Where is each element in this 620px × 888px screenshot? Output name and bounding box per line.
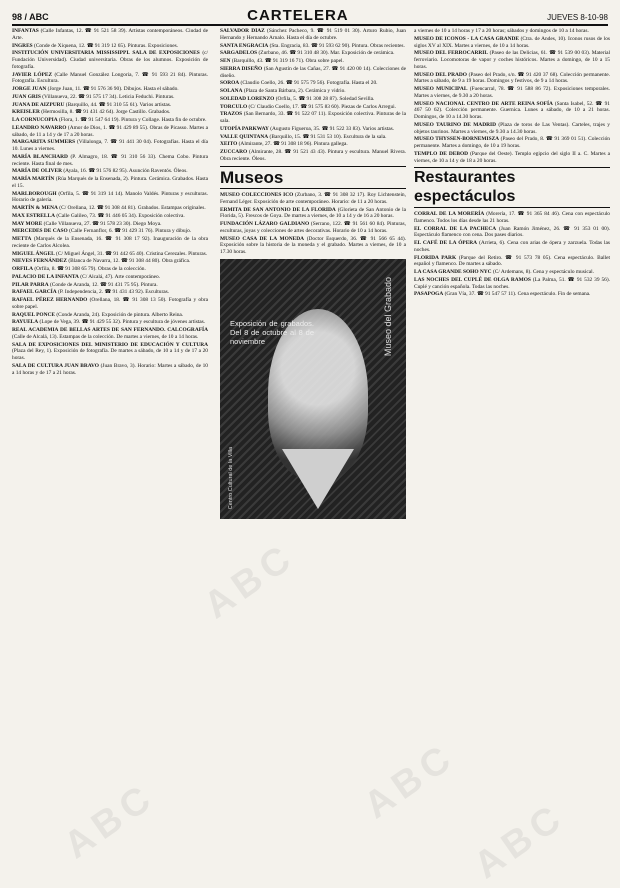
listing-details: (La Palma, 51. ☎ 91 532 39 56). Cuplé y canción española. Todas las noches. [414, 276, 610, 290]
listing-entry [12, 154, 208, 168]
listing-entry [414, 226, 610, 240]
listing-details: (Arrieta, 6). Cena con arias de ópera y zarzuela. Todas las noches. [414, 240, 610, 253]
listing-details: (Morería, 17. ☎ 91 365 84 46). Cena con espectáculo flamenco. Todos los días desde las 21 horas. [414, 211, 610, 224]
listing-name: MARÍA BLANCHARD [12, 153, 68, 160]
listing-name: MUSEO CASA DE LA MONEDA [220, 235, 305, 242]
listing-name: RAQUEL PONCE [12, 311, 55, 318]
listing-entry [220, 134, 406, 141]
listing-details: (Barquillo, 43. ☎ 91 319 16 71). Obra sobre papel. [231, 58, 344, 64]
listing-name: TEMPLO DE DEBOD [414, 150, 469, 157]
section-title: CARTELERA [247, 7, 349, 24]
listing-details: (Barquillo, 44. ☎ 91 310 55 61). Varios artistas. [65, 101, 172, 108]
listing-name: INGRES [12, 42, 33, 49]
listing-entry [220, 50, 406, 57]
listing-details: (Gran Vía, 37. ☎ 91 547 57 11). Cena espectáculo. Fin de semana. [444, 291, 591, 298]
listing-name: MUSEO COLECCIONES ICO [220, 192, 294, 199]
listing-name: LAS NOCHES DEL CUPLÉ DE OLGA RAMOS [414, 276, 531, 283]
page-number: 98 / ABC [12, 12, 49, 22]
listing-details: (Paseo de las Delicias, 61. ☎ 91 539 00 03). Material ferroviario. Locomotoras de vapor y coches históricos. Martes a domingo, de 10 a 15 horas. [414, 50, 610, 70]
listing-entry [220, 192, 406, 206]
listing-details: (Flora, 1. ☎ 91 547 64 19). Pintura y Collage. Hasta fin de octubre. [59, 117, 207, 123]
listing-entry [414, 269, 610, 276]
listing-name: MUSEO TAURINO DE MADRID [414, 121, 496, 128]
listing-details: (Fuencarral, 78. ☎ 91 588 86 72). Exposiciones temporales. Martes a viernes, de 9.30 a 20 horas. [414, 86, 610, 99]
listing-name: MUSEO DEL FERROCARRIL [414, 50, 488, 57]
listing-name: PASAPOGA [414, 291, 444, 298]
listing-entry [12, 28, 208, 42]
listing-details: (Villalonga, 7. ☎ 91 441 30 04). Fotografías. Hasta el día 10. Lunes a viernes. [12, 139, 208, 152]
listing-name: SANTA ENGRACIA [220, 42, 269, 49]
watermark-logo: ABC [56, 775, 164, 868]
listing-name: MARLBOROUGH [12, 190, 57, 197]
listing-details: (Parque del Retiro. ☎ 91 573 78 05). Cena espectáculo. Ballet español y flamenco. De martes a sábado. [414, 254, 610, 268]
listing-details: (Serrano, 122. ☎ 91 561 60 84). Pinturas, esculturas, joyas y colecciones de artes decorativas. Horario de 10 a 14 horas. [220, 221, 406, 234]
listing-details: (C/ Orellana, 12. ☎ 91 308 44 81). Grabados. Estampas originales. [59, 205, 206, 211]
listing-entry [12, 236, 208, 250]
listing-entry [12, 297, 208, 311]
listing-details: (Zurbano, 46. ☎ 91 310 48 30). Mar. Exposición de cerámica. [258, 50, 395, 57]
listing-entry [220, 43, 406, 50]
listing-details: (c/ Fundación Universidad). Ciudad universitaria. Obras de los alumnos. Exposición de fotografía. [12, 50, 208, 70]
listing-details: (P. Independencia, 2. ☎ 91 431 43 92). Esculturas. [58, 289, 170, 296]
listing-entry [12, 251, 208, 258]
listing-details: (Zurbano, 3. ☎ 91 308 32 17). Roy Lichtenstein, Fernand Léger. Exposición de arte contemporáneo. Horario: de 11 a 20 horas. [220, 192, 406, 205]
listing-name: LA CASA GRANDE SOHO NYC [414, 269, 492, 276]
listings-column-3 [414, 28, 610, 872]
listings-column-2 [220, 28, 406, 872]
listing-name: SALA DE EXPOSICIONES DEL MINISTERIO DE EDUCACIÓN Y CULTURA [12, 341, 208, 348]
listing-name: KREISLER [12, 109, 40, 116]
listing-details: (Lope de Vega, 39. ☎ 91 429 55 32). Pintura y escultura de jóvenes artistas. [39, 319, 206, 326]
listing-name: VALLE QUINTANA [220, 133, 269, 140]
listing-details: (Glorieta de San Antonio de la Florida, 5). Frescos de Goya. De martes a viernes, de 10 a 14 y de 16 a 20 horas. [220, 206, 406, 220]
page-header [12, 6, 608, 26]
advertisement-image [220, 259, 406, 519]
listing-entry [12, 228, 208, 235]
listing-entry [414, 122, 610, 136]
listing-name: REAL ACADEMIA DE BELLAS ARTES DE SAN FERNANDO. CALCOGRAFÍA [12, 327, 208, 333]
listing-details: (Juan Bravo, 3). Horario: Martes a sábado, de 10 a 14 horas y de 17 a 21 horas. [12, 362, 208, 376]
listing-entry [414, 211, 610, 225]
listing-details: (Hermosilla, 8. ☎ 91 431 42 64). Jorge Castillo. Grabados. [41, 109, 171, 116]
listing-entry [220, 96, 406, 103]
listing-entry [12, 258, 208, 265]
listing-details: (Calle Galileo, 73. ☎ 91 446 05 34). Exposición colectiva. [56, 212, 185, 219]
listing-name: MUSEO DEL PRADO [414, 71, 467, 78]
listing-details: (Calle Fernanflor, 6. ☎ 91 429 31 76). Pintura y dibujo. [69, 228, 192, 235]
listing-details: (Almirante, 28. ☎ 91 521 43 43). Pintura y escultura. Manuel Rivera. Obra reciente. Óleos. [220, 149, 406, 162]
listing-details: (Conde de Xiquena, 12. ☎ 91 319 12 65). Pinturas. Exposiciones. [34, 42, 179, 49]
listing-details: (Sta. Engracia, 83. ☎ 91 593 62 90). Pintura. Obras recientes. [269, 42, 405, 49]
listing-entry [414, 136, 610, 150]
listing-entry [12, 282, 208, 289]
listing-name: SOLANA [220, 88, 243, 94]
listing-name: MUSEO THYSSEN-BORNEMISZA [414, 136, 500, 143]
listing-details: (Ctra. de Andes, 10). Iconos rusos de los siglos XV al XIX. Martes a viernes, de 10 a 14 horas. [414, 35, 610, 49]
listing-entry [12, 327, 208, 341]
listing-entry [220, 207, 406, 221]
listing-details: (Calle Manuel González Longoria, 7. ☎ 91 593 21 84). Pinturas. Fotografía. Escultura. [12, 71, 208, 85]
listings-column-1 [12, 28, 208, 872]
listing-entry [12, 342, 208, 362]
listing-details: (Calle Villanueva, 27. ☎ 91 578 23 30). Diego Moya. [43, 220, 162, 227]
listing-entry [220, 111, 406, 125]
listing-entry [220, 66, 406, 80]
listing-details: (Orfila, 5. ☎ 91 308 28 87). Soledad Sevilla. [275, 95, 375, 102]
listing-details: (Marqués de la Ensenada, 16. ☎ 91 308 17 92). Inauguración de la obra reciente de Carlos Alcolea. [12, 236, 208, 249]
listing-entry [12, 363, 208, 377]
listing-details: (Barquillo, 15. ☎ 91 531 53 10). Escultura de la sala. [269, 133, 387, 140]
listing-details: (Conde de Aranda, 12. ☎ 91 431 75 95). Pintura. [49, 281, 158, 288]
listing-entry [220, 58, 406, 65]
listing-entry [414, 151, 610, 165]
listing-entry [12, 312, 208, 319]
listing-entry [220, 149, 406, 163]
listing-details: (San Bernardo, 33. ☎ 91 522 07 11). Exposición colectiva. Pinturas de la sala. [220, 111, 406, 124]
ad-side-title: Museo del Grabado [383, 276, 394, 356]
listing-name: RAFAEL PÉREZ HERNANDO [12, 297, 88, 303]
listing-name: CORRAL DE LA MORERÍA [414, 211, 485, 218]
listing-details: (Plaza de Santa Bárbara, 2). Cerámica y vidrio. [243, 88, 346, 94]
listing-entry [12, 43, 208, 50]
listing-entry [12, 168, 208, 175]
listing-name: SOROA [220, 80, 240, 87]
listing-name: INFANTAS [12, 28, 39, 34]
listing-entry [414, 86, 610, 100]
listing-entry [12, 94, 208, 101]
listing-name: FLORIDA PARK [414, 254, 457, 261]
listing-name: JUANA DE AIZPURU [12, 101, 65, 108]
listing-entry [220, 141, 406, 148]
ad-caption: Exposición de grabados. Del 8 de octubre al 8 de noviembre [230, 318, 314, 346]
listing-entry [12, 102, 208, 109]
listing-details: (Santa Isabel, 52. ☎ 91 467 50 62). Colección permanente. Guernica. Lunes a sábado, de 10 a 21 horas. Domingos, de 10 a 14.30 horas. [414, 100, 610, 120]
ad-footer-text: Centro Cultural de la Villa [228, 446, 234, 509]
listing-name: JAVIER LÓPEZ [12, 71, 53, 78]
listing-name: TORCULO [220, 103, 248, 110]
listing-entry [12, 176, 208, 190]
listing-entry [12, 191, 208, 205]
listing-details: (Orellana, 18. ☎ 91 308 13 50). Fotografía y obra sobre papel. [12, 297, 208, 310]
listing-name: MIGUEL ÁNGEL [12, 250, 55, 257]
listing-entry [414, 28, 610, 35]
listing-name: ORFILA [12, 266, 33, 272]
listing-details: (P. Almagro, 18. ☎ 91 310 56 33). Chema Cobo. Pintura reciente. Hasta final de mes. [12, 153, 208, 167]
listing-name: LEANDRO NAVARRO [12, 124, 67, 131]
listing-name: MUSEO DE ICONOS - LA CASA GRANDE [414, 35, 519, 42]
listing-details: (Paseo del Prado, s/n. ☎ 91 420 37 68). Colección permanente. Martes a sábado, de 9 a 19 horas. Domingos y festivos, de 9 a 14 horas. [414, 71, 610, 85]
listing-name: METTA [12, 236, 32, 242]
listing-details: (Sánchez Pacheco, 9. ☎ 91 519 01 30). Arturo Rubio, Juan Hernando y Hernando Arnalo. Hasta el día de octubre. [220, 28, 406, 41]
listing-name: SEN [220, 58, 231, 64]
listing-entry [220, 126, 406, 133]
listing-name: JORGE JUAN [12, 86, 47, 92]
listing-name: XEITO [220, 141, 238, 148]
listing-entry [220, 28, 406, 42]
listing-name: RAFAEL GARCÍA [12, 289, 57, 296]
listing-details: (Conde Aranda, 24). Exposición de pintura. Alberto Reina. [56, 311, 184, 318]
listing-entry [414, 36, 610, 50]
listing-entry [12, 86, 208, 93]
listing-entry [414, 291, 610, 298]
listing-details: (Claudio Coello, 26. ☎ 91 575 79 56). Fotografía. Hasta el 20. [240, 80, 378, 87]
listing-entry [414, 101, 610, 121]
listing-details: (Plaza del Rey, 1). Exposición de fotografía. De martes a sábado, de 10 a 14 y de 17 a 20 horas. [12, 348, 208, 361]
listing-details: (Plaza de toros de Las Ventas). Carteles, trajes y objetos taurinos. Martes a viernes, de 9.30 a 14.30 horas. [414, 121, 610, 135]
listing-details: (Orfila, 8. ☎ 91 308 65 79). Obras de la colección. [34, 266, 146, 272]
listing-name: SIERRA DISEÑO [220, 65, 263, 72]
listing-entry [414, 240, 610, 254]
listing-details: a viernes de 10 a 14 horas y 17 a 20 horas; sábados y domingos de 10 a 14 horas. [414, 28, 589, 34]
listing-entry [220, 236, 406, 256]
listing-details: (Parque del Oeste). Templo egipcio del siglo II a. C. Martes a viernes, de 10 a 14 y de 18 a 20 horas. [414, 150, 610, 164]
restaurantes-heading: Restaurantes espectáculos [414, 167, 610, 208]
listing-name: MARTÍN & MENA [12, 205, 58, 211]
listing-name: SARGADELOS [220, 50, 258, 57]
listing-details: (C/ Miguel Ángel, 31. ☎ 91 442 65 40). Cristina Cerezales. Pinturas. [56, 250, 208, 257]
listing-details: (Augusto Figueroa, 35. ☎ 91 522 33 83). Varios artistas. [270, 125, 395, 132]
listing-name: EL CAFÉ DE LA ÓPERA [414, 240, 478, 247]
listing-name: UTOPÍA PARKWAY [220, 125, 269, 132]
listing-entry [414, 72, 610, 86]
listing-details: (Blanca de Navarra, 12. ☎ 91 308 44 80). Obra gráfica. [68, 258, 191, 265]
listing-details: (C/ Claudio Coello, 17. ☎ 91 575 83 60). Piezas de Carlos Arregui. [248, 103, 396, 110]
listing-entry [12, 205, 208, 212]
listing-details: (C/ Alcalá, 47). Arte contemporáneo. [80, 273, 161, 280]
listing-entry [414, 50, 610, 70]
listing-name: MUSEO NACIONAL CENTRO DE ARTE REINA SOFÍA [414, 100, 553, 107]
listing-entry [12, 266, 208, 273]
listing-name: NIEVES FERNÁNDEZ [12, 258, 67, 265]
listing-name: SALA DE CULTURA JUAN BRAVO [12, 362, 99, 369]
listing-details: (Amor de Dios, 1. ☎ 91 429 89 55). Obras de Picasso. Martes a sábado, de 11 a 14 y de 17 a 20 horas. [12, 124, 208, 138]
listing-name: MAY MORE [12, 220, 43, 227]
listing-entry [220, 221, 406, 235]
listing-name: INSTITUCIÓN UNIVERSITARIA MISSISSIPPI. SALA DE EXPOSICIONES [12, 50, 200, 57]
listing-details: (C/ Ardemans, 8). Cena y espectáculo musical. [492, 269, 594, 276]
listing-name: MERCEDES DE CASO [12, 228, 68, 235]
listing-entry [12, 117, 208, 124]
listing-entry [12, 274, 208, 281]
museos-heading: Museos [220, 166, 406, 190]
listing-entry [12, 139, 208, 153]
listing-details: (Almirante, 27. ☎ 91 308 18 96). Pintura gallega. [238, 141, 348, 148]
listing-entry [12, 319, 208, 326]
listing-entry [12, 221, 208, 228]
listing-name: PALACIO DE LA INFANTA [12, 273, 79, 280]
listing-entry [12, 72, 208, 86]
listing-details: (Villanueva, 22. ☎ 91 575 17 34). Leticia Feduchi. Pinturas. [42, 93, 175, 100]
ad-cone-graphic [282, 449, 354, 509]
listing-entry [12, 213, 208, 220]
listing-entry [12, 109, 208, 116]
listing-details: (Calle de Alcalá, 13). Estampas de la colección. De martes a viernes, de 10 a 14 horas. [12, 333, 199, 340]
watermark-logo: ABC [356, 735, 464, 828]
watermark-logo: ABC [466, 795, 574, 888]
listing-details: (Juan Ramón Jiménez, 26. ☎ 91 353 01 00). Espectáculo flamenco con cena. Dos pases diarios. [414, 225, 610, 239]
listing-name: EL CORRAL DE LA PACHECA [414, 225, 497, 232]
listing-name: MARGARITA SUMMERS [12, 139, 76, 146]
listing-name: MARÍA DE OLIVER [12, 168, 63, 175]
listing-entry [220, 88, 406, 95]
listing-name: ERMITA DE SAN ANTONIO DE LA FLORIDA [220, 206, 336, 213]
listing-name: LA CORNUCOPIA [12, 117, 58, 123]
listing-entry [414, 255, 610, 269]
listing-entry [12, 50, 208, 70]
watermark-logo: ABC [196, 535, 304, 628]
listing-entry [220, 104, 406, 111]
listing-details: (Ayala, 16. ☎ 91 576 82 95). Asunción Raventós. Óleos. [63, 168, 188, 175]
listing-name: PILAR PARRA [12, 281, 49, 288]
listing-name: MUSEO MUNICIPAL [414, 86, 468, 92]
listing-entry [220, 80, 406, 87]
listing-entry [414, 277, 610, 291]
issue-date: JUEVES 8-10-98 [547, 13, 608, 22]
listing-details: (Orfila, 5. ☎ 91 319 14 14). Manolo Valdés. Pinturas y esculturas. Horario de galería. [12, 190, 208, 204]
listing-details: (San Agustín de las Cañas, 27. ☎ 91 420 00 14). Colecciones de diseño. [220, 65, 406, 79]
listing-name: TRAZOS [220, 111, 243, 118]
listing-name: SOLEDAD LORENZO [220, 95, 275, 102]
listing-details: (Calle Infantas, 12. ☎ 91 521 58 39). Artistas contemporáneos. Ciudad de Arte. [12, 28, 208, 41]
listing-name: RAYUELA [12, 319, 39, 326]
listing-name: ZUCCARO [220, 149, 248, 155]
listing-details: (Doctor Esquerdo, 36. ☎ 91 566 65 44). Exposición sobre la historia de la moneda y el grabado. Martes a viernes, de 10 a 17.30 horas. [220, 235, 406, 256]
listing-details: (Rúa Marqués de la Ensenada, 2). Pintura. Cerámica. Grabados. Hasta el 15. [12, 176, 208, 189]
listing-details: (Jorge Juan, 11. ☎ 91 576 36 90). Dibujos. Hasta el sábado. [47, 86, 179, 92]
listing-name: FUNDACIÓN LÁZARO GALDIANO [220, 221, 310, 228]
listing-name: SALVADOR DÍAZ [220, 28, 265, 34]
listing-name: JUAN GRIS [12, 93, 41, 100]
listing-entry [12, 125, 208, 139]
listing-name: MAX ESTRELLA [12, 212, 55, 219]
listing-entry [12, 289, 208, 296]
listing-name: MARÍA MARTÍN [12, 176, 55, 182]
listing-details: (Paseo del Prado, 8. ☎ 91 369 01 51). Colección permanente. Martes a domingo, de 10 a 19 horas. [414, 136, 610, 149]
